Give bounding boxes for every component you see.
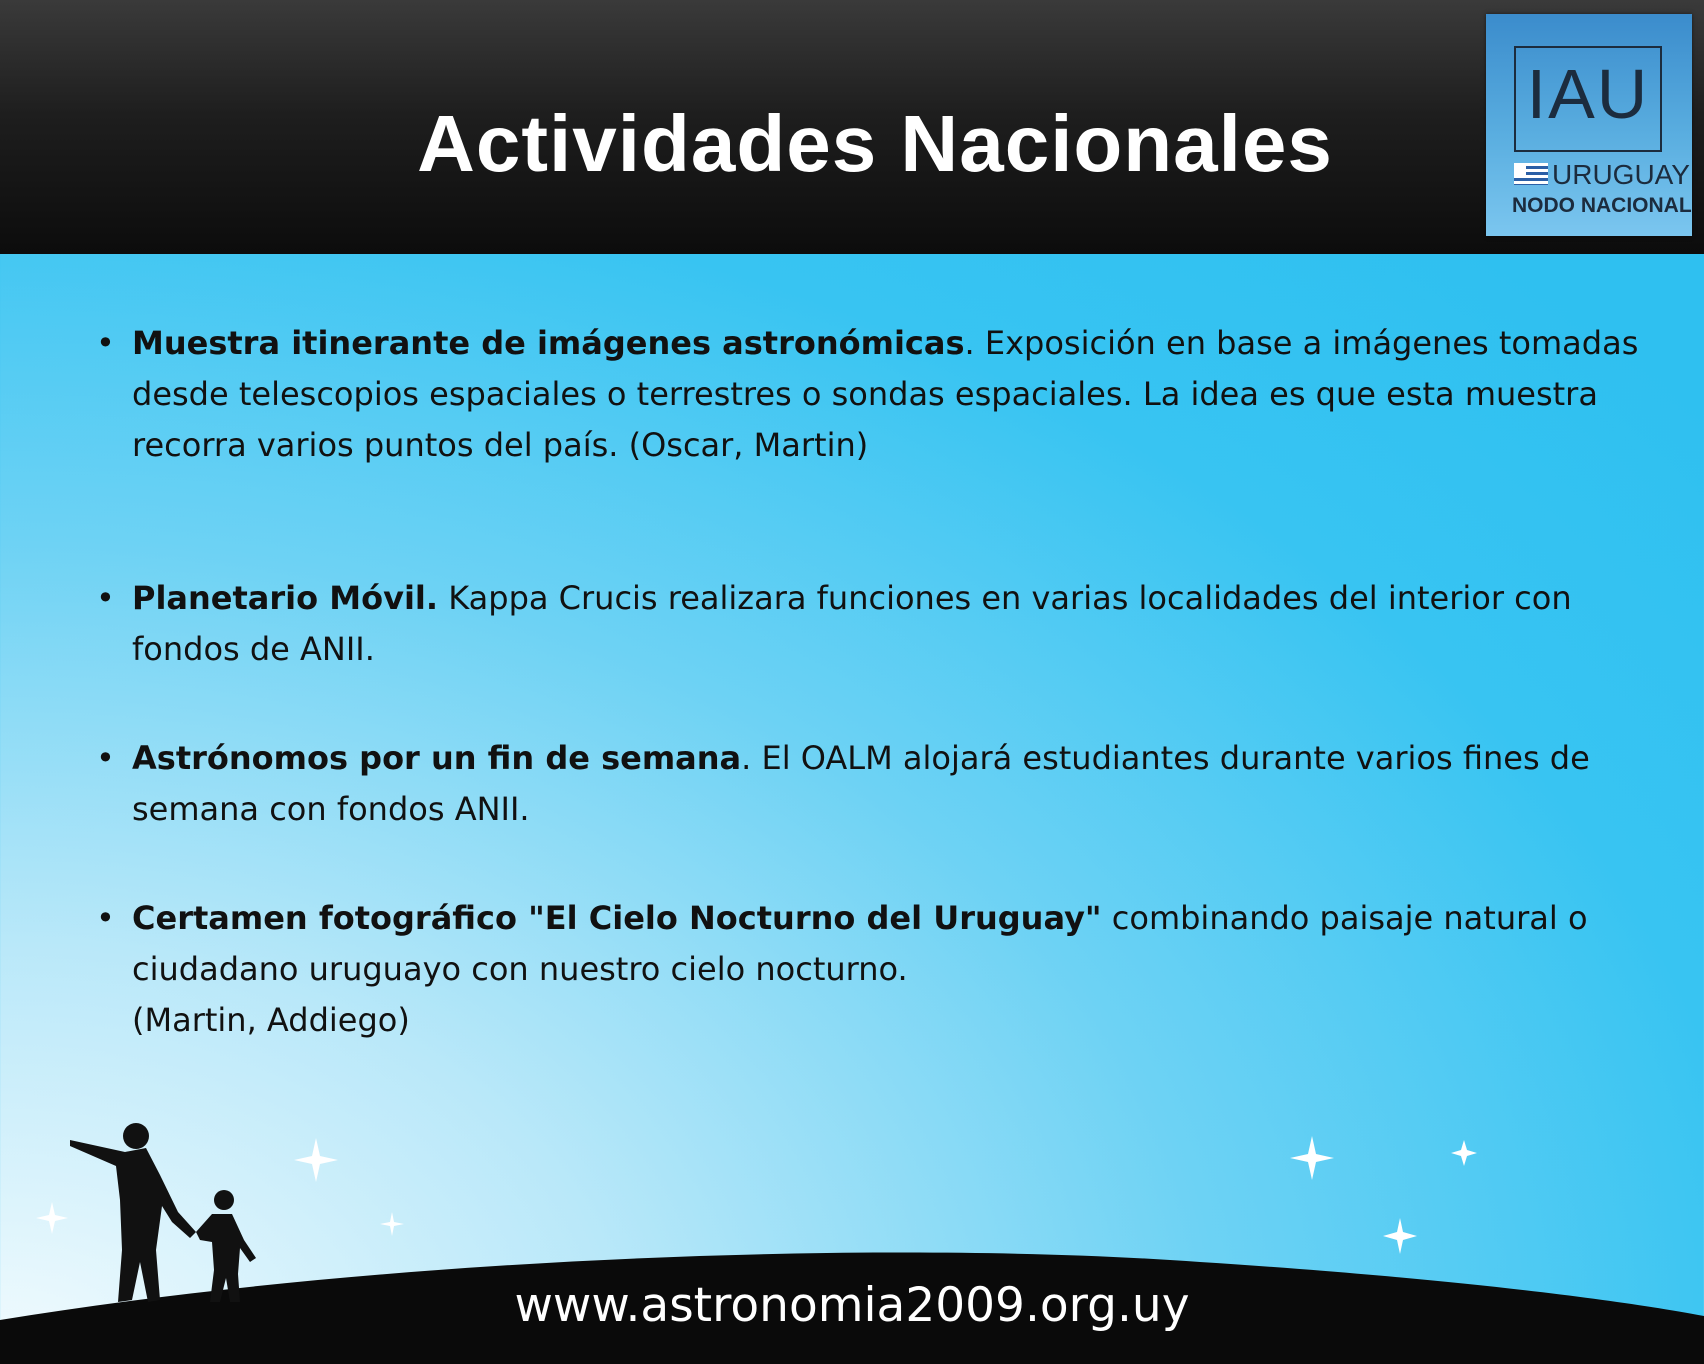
item-heading: Muestra itinerante de imágenes astronómicas	[132, 324, 965, 362]
item-heading: Certamen fotográfico "El Cielo Nocturno del Uruguay"	[132, 899, 1102, 937]
sparkle-star-icon	[36, 1136, 1477, 1254]
slide-title: Actividades Nacionales	[417, 99, 1333, 188]
item-heading: Astrónomos por un fin de semana	[132, 739, 742, 777]
item-heading: Planetario Móvil.	[132, 579, 439, 617]
item-text: . El OALM alojará estudiantes durante varios fines de semana con fondos ANII.	[132, 739, 1590, 828]
adult-child-silhouette-icon	[70, 1123, 256, 1302]
bullet-icon: •	[96, 579, 115, 617]
logo-node-text: NODO NACIONAL	[1512, 194, 1692, 217]
footer-url: www.astronomia2009.org.uy	[514, 1278, 1190, 1333]
logo-country-text: URUGUAY	[1552, 159, 1690, 190]
item-text: combinando paisaje natural o ciudadano uruguayo con nuestro cielo nocturno.	[132, 899, 1588, 988]
item-text: Kappa Crucis realizara funciones en varias localidades del interior con fondos de ANII.	[132, 579, 1572, 668]
item-credits: (Martin, Addiego)	[132, 1001, 410, 1039]
bullet-icon: •	[96, 324, 115, 362]
bullet-icon: •	[96, 899, 115, 937]
item-text: . Exposición en base a imágenes tomadas desde telescopios espaciales o terrestres o sondas espaciales. La idea es que esta muestra recorra varios puntos del país. (Oscar, Martin)	[132, 324, 1639, 464]
logo-iau-text: IAU	[1526, 55, 1650, 133]
bullet-icon: •	[96, 739, 115, 777]
